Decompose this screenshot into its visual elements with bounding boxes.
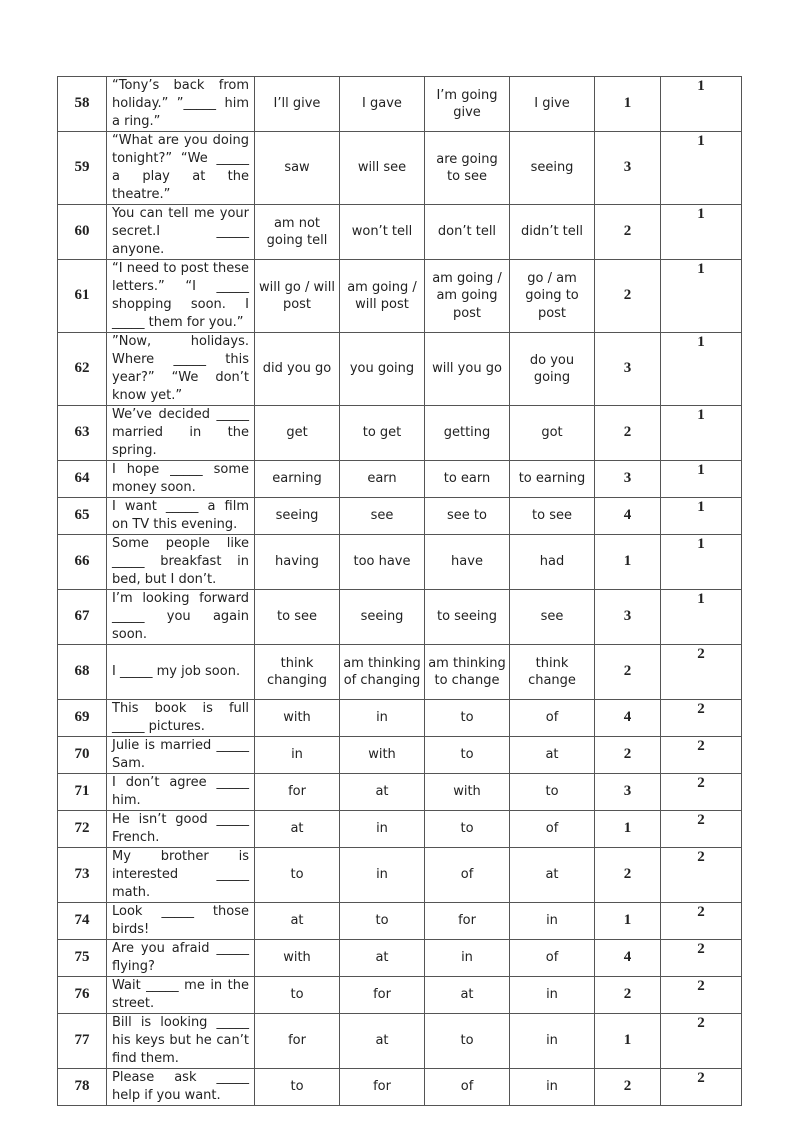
- level: 2: [661, 645, 742, 700]
- level: 2: [661, 737, 742, 774]
- level: 1: [661, 590, 742, 645]
- question-text: We’ve decided _____ married in the spring.: [107, 406, 255, 461]
- option-1: to: [255, 848, 340, 903]
- option-2: won’t tell: [340, 205, 425, 260]
- option-1: for: [255, 1014, 340, 1069]
- option-2: with: [340, 737, 425, 774]
- level: 1: [661, 498, 742, 535]
- option-1: at: [255, 811, 340, 848]
- answer-key: 1: [595, 77, 661, 132]
- option-3: getting: [425, 406, 510, 461]
- answer-key: 1: [595, 1014, 661, 1069]
- table-row: [58, 1014, 742, 1069]
- option-1: for: [255, 774, 340, 811]
- option-3: at: [425, 977, 510, 1014]
- table-row: [58, 535, 742, 590]
- question-number: 63: [58, 406, 107, 461]
- level: 2: [661, 848, 742, 903]
- option-4: at: [510, 848, 595, 903]
- question-text: You can tell me your secret.I _____ anyone.: [107, 205, 255, 260]
- question-text: Bill is looking _____ his keys but he can’t find them.: [107, 1014, 255, 1069]
- option-4: to: [510, 774, 595, 811]
- question-text: I don’t agree _____ him.: [107, 774, 255, 811]
- option-4: to see: [510, 498, 595, 535]
- option-1: at: [255, 903, 340, 940]
- option-4: of: [510, 811, 595, 848]
- table-row: [58, 461, 742, 498]
- table-row: [58, 737, 742, 774]
- question-text: I _____ my job soon.: [107, 645, 255, 700]
- option-2: at: [340, 774, 425, 811]
- question-number: 73: [58, 848, 107, 903]
- question-text: ”Now, holidays. Where _____ this year?” “We don’t know yet.”: [107, 333, 255, 406]
- option-2: to: [340, 903, 425, 940]
- answer-key: 4: [595, 940, 661, 977]
- option-2: at: [340, 1014, 425, 1069]
- table-row: [58, 848, 742, 903]
- option-1: am not going tell: [255, 205, 340, 260]
- level: 2: [661, 940, 742, 977]
- answer-key: 2: [595, 1069, 661, 1106]
- option-2: will see: [340, 132, 425, 205]
- table-row: [58, 132, 742, 205]
- option-2: am thinking of changing: [340, 645, 425, 700]
- option-3: are going to see: [425, 132, 510, 205]
- question-number: 59: [58, 132, 107, 205]
- option-1: having: [255, 535, 340, 590]
- option-1: to see: [255, 590, 340, 645]
- question-text: Please ask _____ help if you want.: [107, 1069, 255, 1106]
- option-1: to: [255, 977, 340, 1014]
- option-3: am thinking to change: [425, 645, 510, 700]
- table-row: [58, 260, 742, 333]
- question-number: 74: [58, 903, 107, 940]
- question-number: 70: [58, 737, 107, 774]
- option-2: in: [340, 811, 425, 848]
- question-number: 66: [58, 535, 107, 590]
- question-text: My brother is interested _____ math.: [107, 848, 255, 903]
- table-row: [58, 590, 742, 645]
- question-number: 76: [58, 977, 107, 1014]
- question-number: 78: [58, 1069, 107, 1106]
- option-3: will you go: [425, 333, 510, 406]
- level: 1: [661, 535, 742, 590]
- option-2: seeing: [340, 590, 425, 645]
- answer-key: 3: [595, 333, 661, 406]
- answer-key: 1: [595, 903, 661, 940]
- answer-key: 2: [595, 260, 661, 333]
- question-text: I want _____ a film on TV this evening.: [107, 498, 255, 535]
- option-3: to: [425, 811, 510, 848]
- option-1: get: [255, 406, 340, 461]
- question-text: Are you afraid _____ flying?: [107, 940, 255, 977]
- answer-key: 2: [595, 848, 661, 903]
- table-row: [58, 77, 742, 132]
- table-row: [58, 940, 742, 977]
- question-number: 69: [58, 700, 107, 737]
- question-text: Wait _____ me in the street.: [107, 977, 255, 1014]
- question-number: 71: [58, 774, 107, 811]
- option-4: got: [510, 406, 595, 461]
- option-4: to earning: [510, 461, 595, 498]
- answer-key: 2: [595, 645, 661, 700]
- level: 1: [661, 132, 742, 205]
- question-number: 64: [58, 461, 107, 498]
- option-3: I’m going give: [425, 77, 510, 132]
- option-4: had: [510, 535, 595, 590]
- answer-key: 3: [595, 461, 661, 498]
- option-1: will go / will post: [255, 260, 340, 333]
- answer-key: 4: [595, 700, 661, 737]
- option-1: saw: [255, 132, 340, 205]
- level: 2: [661, 700, 742, 737]
- answer-key: 1: [595, 535, 661, 590]
- question-text: This book is full _____ pictures.: [107, 700, 255, 737]
- table-row: [58, 406, 742, 461]
- question-number: 61: [58, 260, 107, 333]
- table-row: [58, 903, 742, 940]
- option-3: have: [425, 535, 510, 590]
- option-4: of: [510, 940, 595, 977]
- option-4: seeing: [510, 132, 595, 205]
- option-2: you going: [340, 333, 425, 406]
- question-text: “I need to post these letters.” “I _____ shopping soon. I _____ them for you.”: [107, 260, 255, 333]
- answer-key: 2: [595, 205, 661, 260]
- question-text: I hope _____ some money soon.: [107, 461, 255, 498]
- level: 1: [661, 461, 742, 498]
- option-4: in: [510, 1069, 595, 1106]
- table-row: [58, 977, 742, 1014]
- option-4: in: [510, 1014, 595, 1069]
- table-row: [58, 700, 742, 737]
- option-3: to earn: [425, 461, 510, 498]
- level: 2: [661, 774, 742, 811]
- option-1: did you go: [255, 333, 340, 406]
- option-2: earn: [340, 461, 425, 498]
- question-number: 65: [58, 498, 107, 535]
- level: 1: [661, 333, 742, 406]
- option-2: in: [340, 848, 425, 903]
- level: 2: [661, 811, 742, 848]
- question-number: 75: [58, 940, 107, 977]
- option-4: in: [510, 977, 595, 1014]
- option-4: I give: [510, 77, 595, 132]
- question-table: [57, 76, 742, 1106]
- option-4: go / am going to post: [510, 260, 595, 333]
- table-row: [58, 645, 742, 700]
- option-1: with: [255, 940, 340, 977]
- question-number: 62: [58, 333, 107, 406]
- option-1: think changing: [255, 645, 340, 700]
- option-2: for: [340, 977, 425, 1014]
- question-number: 58: [58, 77, 107, 132]
- option-3: to: [425, 1014, 510, 1069]
- answer-key: 1: [595, 811, 661, 848]
- table-row: [58, 774, 742, 811]
- option-2: in: [340, 700, 425, 737]
- answer-key: 3: [595, 590, 661, 645]
- question-text: “What are you doing tonight?” “We _____ a play at the theatre.”: [107, 132, 255, 205]
- option-1: in: [255, 737, 340, 774]
- option-4: at: [510, 737, 595, 774]
- table-row: [58, 811, 742, 848]
- option-3: with: [425, 774, 510, 811]
- question-number: 72: [58, 811, 107, 848]
- answer-key: 3: [595, 774, 661, 811]
- option-2: at: [340, 940, 425, 977]
- option-4: in: [510, 903, 595, 940]
- option-2: see: [340, 498, 425, 535]
- option-1: to: [255, 1069, 340, 1106]
- option-3: for: [425, 903, 510, 940]
- question-text: Some people like _____ breakfast in bed, but I don’t.: [107, 535, 255, 590]
- option-2: too have: [340, 535, 425, 590]
- table-row: [58, 1069, 742, 1106]
- table-row: [58, 205, 742, 260]
- answer-key: 2: [595, 737, 661, 774]
- option-3: see to: [425, 498, 510, 535]
- option-1: with: [255, 700, 340, 737]
- level: 1: [661, 205, 742, 260]
- question-number: 68: [58, 645, 107, 700]
- answer-key: 4: [595, 498, 661, 535]
- question-text: I’m looking forward _____ you again soon.: [107, 590, 255, 645]
- option-3: to: [425, 700, 510, 737]
- option-1: earning: [255, 461, 340, 498]
- table-row: [58, 498, 742, 535]
- answer-key: 2: [595, 977, 661, 1014]
- option-4: of: [510, 700, 595, 737]
- option-3: to seeing: [425, 590, 510, 645]
- option-2: I gave: [340, 77, 425, 132]
- option-3: of: [425, 848, 510, 903]
- level: 2: [661, 1069, 742, 1106]
- option-2: to get: [340, 406, 425, 461]
- option-4: see: [510, 590, 595, 645]
- level: 1: [661, 260, 742, 333]
- option-4: didn’t tell: [510, 205, 595, 260]
- table-row: [58, 333, 742, 406]
- question-text: “Tony’s back from holiday.” ”_____ him a ring.”: [107, 77, 255, 132]
- level: 2: [661, 1014, 742, 1069]
- question-number: 60: [58, 205, 107, 260]
- option-3: in: [425, 940, 510, 977]
- option-3: am going / am going post: [425, 260, 510, 333]
- option-4: think change: [510, 645, 595, 700]
- question-text: Look _____ those birds!: [107, 903, 255, 940]
- level: 2: [661, 977, 742, 1014]
- option-1: I’ll give: [255, 77, 340, 132]
- option-3: to: [425, 737, 510, 774]
- level: 1: [661, 406, 742, 461]
- option-2: am going / will post: [340, 260, 425, 333]
- question-number: 67: [58, 590, 107, 645]
- option-4: do you going: [510, 333, 595, 406]
- question-text: He isn’t good _____ French.: [107, 811, 255, 848]
- level: 2: [661, 903, 742, 940]
- option-3: don’t tell: [425, 205, 510, 260]
- answer-key: 3: [595, 132, 661, 205]
- option-2: for: [340, 1069, 425, 1106]
- option-1: seeing: [255, 498, 340, 535]
- answer-key: 2: [595, 406, 661, 461]
- level: 1: [661, 77, 742, 132]
- option-3: of: [425, 1069, 510, 1106]
- question-number: 77: [58, 1014, 107, 1069]
- question-text: Julie is married _____ Sam.: [107, 737, 255, 774]
